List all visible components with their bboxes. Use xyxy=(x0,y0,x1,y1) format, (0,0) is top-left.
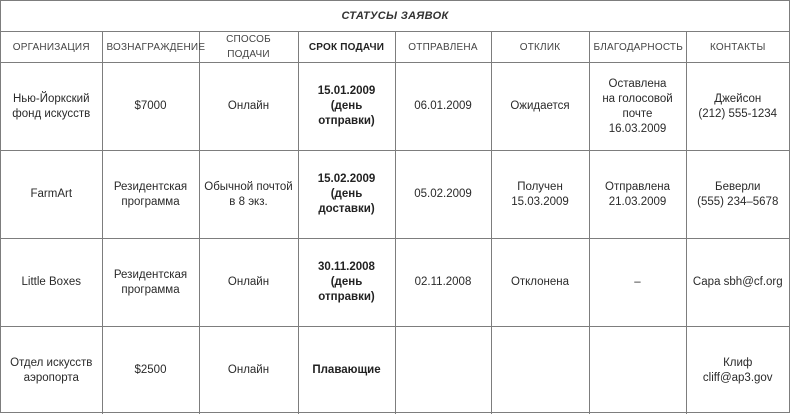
cell-sent xyxy=(395,151,491,239)
cell-method xyxy=(199,327,298,414)
cell-deadline-line: 15.02.2009 xyxy=(303,172,391,187)
cell-deadline xyxy=(298,151,395,239)
cell-sent-line: 02.11.2008 xyxy=(400,275,487,290)
cell-organization xyxy=(1,327,102,414)
cell-contacts xyxy=(686,239,789,327)
cell-reward xyxy=(102,151,199,239)
cell-response-line: Ожидается xyxy=(496,99,585,114)
cell-contacts-line: Клиф xyxy=(691,356,786,371)
applications-table xyxy=(1,32,789,414)
cell-reward xyxy=(102,63,199,151)
cell-thanks-line: Оставлена xyxy=(594,77,682,92)
cell-reward xyxy=(102,327,199,414)
cell-thanks-line: на голосовой xyxy=(594,92,682,107)
cell-thanks-line: Отправлена xyxy=(594,180,682,195)
cell-response xyxy=(491,63,589,151)
cell-sent-line: 05.02.2009 xyxy=(400,187,487,202)
cell-deadline-line: Плавающие xyxy=(303,363,391,378)
table-row xyxy=(1,327,789,414)
cell-method-line: Онлайн xyxy=(204,99,294,114)
cell-thanks xyxy=(589,63,686,151)
cell-deadline-line: 15.01.2009 xyxy=(303,84,391,99)
cell-sent xyxy=(395,239,491,327)
cell-response xyxy=(491,327,589,414)
cell-contacts-line: (555) 234–5678 xyxy=(691,195,786,210)
cell-deadline-line: (день доставки) xyxy=(303,187,391,217)
cell-organization-line: Отдел искусств xyxy=(5,356,98,371)
header-thanks: БЛАГОДАРНОСТЬ xyxy=(589,32,686,63)
cell-method xyxy=(199,63,298,151)
header-response: ОТКЛИК xyxy=(491,32,589,63)
cell-method xyxy=(199,151,298,239)
cell-method-line: Обычной почтой xyxy=(204,180,294,195)
table-row xyxy=(1,63,789,151)
cell-contacts xyxy=(686,151,789,239)
table-title: СТАТУСЫ ЗАЯВОК xyxy=(1,1,789,32)
cell-deadline xyxy=(298,327,395,414)
cell-deadline xyxy=(298,63,395,151)
cell-organization xyxy=(1,151,102,239)
cell-reward-line: Резидентская xyxy=(107,180,195,195)
cell-organization xyxy=(1,239,102,327)
cell-reward xyxy=(102,239,199,327)
cell-response-line: 15.03.2009 xyxy=(496,195,585,210)
table-row xyxy=(1,151,789,239)
cell-reward-line: Резидентская xyxy=(107,268,195,283)
cell-thanks-line: – xyxy=(594,275,682,290)
header-sent: ОТПРАВЛЕНА xyxy=(395,32,491,63)
cell-contacts xyxy=(686,63,789,151)
cell-thanks-line: 21.03.2009 xyxy=(594,195,682,210)
header-reward: ВОЗНАГРАЖДЕНИЕ xyxy=(102,32,199,63)
cell-sent xyxy=(395,327,491,414)
cell-response xyxy=(491,151,589,239)
cell-thanks-line: 16.03.2009 xyxy=(594,122,682,137)
table-row xyxy=(1,239,789,327)
header-method: СПОСОБ ПОДАЧИ xyxy=(199,32,298,63)
cell-method-line: Онлайн xyxy=(204,275,294,290)
header-deadline: СРОК ПОДАЧИ xyxy=(298,32,395,63)
cell-reward-line: программа xyxy=(107,195,195,210)
cell-contacts-line: cliff@ap3.gov xyxy=(691,371,786,386)
cell-sent-line: 06.01.2009 xyxy=(400,99,487,114)
cell-reward-line: $2500 xyxy=(107,363,195,378)
cell-thanks-line: почте xyxy=(594,107,682,122)
cell-organization-line: FarmArt xyxy=(5,187,98,202)
cell-contacts-line: Беверли xyxy=(691,180,786,195)
cell-thanks xyxy=(589,151,686,239)
cell-method-line: Онлайн xyxy=(204,363,294,378)
header-row xyxy=(1,32,789,63)
cell-organization xyxy=(1,63,102,151)
header-contacts: КОНТАКТЫ xyxy=(686,32,789,63)
cell-response xyxy=(491,239,589,327)
cell-deadline xyxy=(298,239,395,327)
cell-reward-line: $7000 xyxy=(107,99,195,114)
cell-reward-line: программа xyxy=(107,283,195,298)
cell-thanks xyxy=(589,327,686,414)
cell-contacts-line: Сара sbh@cf.org xyxy=(691,275,786,290)
header-organization: ОРГАНИЗАЦИЯ xyxy=(1,32,102,63)
cell-organization-line: аэропорта xyxy=(5,371,98,386)
cell-contacts-line: Джейсон xyxy=(691,92,786,107)
cell-thanks xyxy=(589,239,686,327)
cell-organization-line: Little Boxes xyxy=(5,275,98,290)
cell-deadline-line: (день отправки) xyxy=(303,99,391,129)
cell-deadline-line: (день отправки) xyxy=(303,275,391,305)
cell-contacts-line: (212) 555-1234 xyxy=(691,107,786,122)
cell-contacts xyxy=(686,327,789,414)
cell-sent xyxy=(395,63,491,151)
cell-response-line: Отклонена xyxy=(496,275,585,290)
cell-response-line: Получен xyxy=(496,180,585,195)
cell-deadline-line: 30.11.2008 xyxy=(303,260,391,275)
cell-organization-line: Нью-Йоркский xyxy=(5,92,98,107)
cell-organization-line: фонд искусств xyxy=(5,107,98,122)
cell-method xyxy=(199,239,298,327)
cell-method-line: в 8 экз. xyxy=(204,195,294,210)
